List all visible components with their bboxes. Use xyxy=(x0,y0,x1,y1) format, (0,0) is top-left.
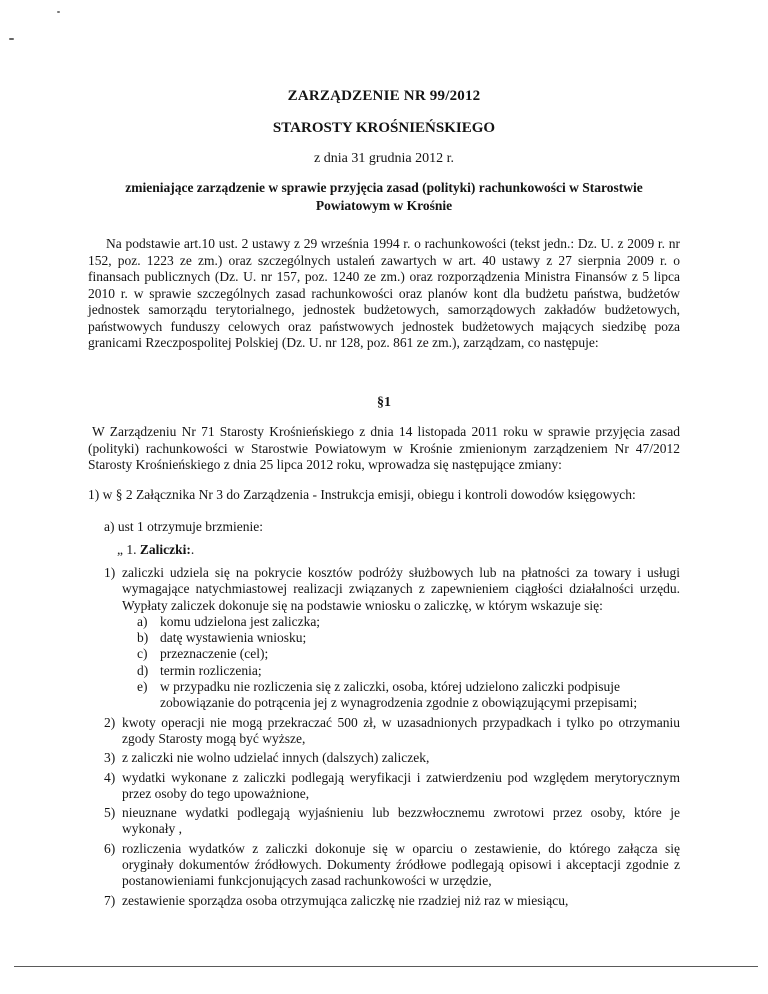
sub-item-letter: e) xyxy=(137,679,148,695)
document-title: ZARZĄDZENIE NR 99/2012 xyxy=(287,88,481,104)
list-item-number: 6) xyxy=(104,840,116,856)
quote-title: Zaliczki: xyxy=(139,542,191,557)
sub-item-text: komu udzielona jest zaliczka; xyxy=(160,613,321,629)
list-item-text: zestawienie sporządza osoba otrzymująca zaliczkę nie rzadziej niż raz w miesiącu, xyxy=(122,892,569,908)
quoted-heading xyxy=(117,542,194,558)
document-date: z dnia 31 grudnia 2012 r. xyxy=(314,151,454,166)
list-item-number: 1) xyxy=(104,565,116,580)
section-paragraph: W Zarządzeniu Nr 71 Starosty Krośnieńskiego z dnia 14 listopada 2011 roku w sprawie przyjęcia zasad (polityki) rachunkowości w Starostwie Powiatowym w Krośnie zmienionym zarządzeniem Nr 47/2012 Starosty Krośnieńskiego z dnia 25 lipca 2012 roku, wprowadza się następujące zmiany: xyxy=(88,424,680,472)
list-item-number: 7) xyxy=(104,892,116,908)
scan-speck xyxy=(57,11,60,13)
sub-list-item xyxy=(104,646,680,662)
scan-speck xyxy=(9,38,14,40)
legal-basis-paragraph: Na podstawie art.10 ust. 2 ustawy z 29 września 1994 r. o rachunkowości (tekst jedn.: Dz. U. z 2009 r. nr 152, poz. 1223 ze zm.) oraz szczególnych ustaleń zawartych w art. 40 ustawy z 27 sierpnia 2009 r. o finansach publicznych (Dz. U. nr 157, poz. 1240 ze zm.) oraz rozporządzenia Ministra Finansów z 5 lipca 2010 r. w sprawie szczególnych zasad rachunkowości oraz planów kont dla budżetu państwa, budżetów jednostek samorządu terytorialnego, jednostek budżetowych, samorządowych zakładów budżetowych, państwowych funduszy celowych oraz państwowych jednostek budżetowych mających siedzibę poza granicami Rzeczpospolitej Polskiej (Dz. U. nr 128, poz. 861 ze zm.), zarządzam, co następuje: xyxy=(88,236,680,350)
document-subject: zmieniające zarządzenie w sprawie przyjęcia zasad (polityki) rachunkowości w Starostwie Powiatowym w Krośnie xyxy=(125,180,643,213)
quote-dot: . xyxy=(190,542,195,557)
list-item-text: kwoty operacji nie mogą przekraczać 500 zł, w uzasadnionych przypadkach i tylko po otrzymaniu zgody Starosty mogą być wyższe, xyxy=(122,714,680,746)
list-item-text: zaliczki udziela się na pokrycie kosztów podróży służbowych lub na płatności za towary i usługi wymagające natychmiastowej realizacji związanych z zapewnieniem ciągłości działalności urzędu. Wypłaty zaliczek dokonuje się na podstawie wniosku o zaliczkę, w którym wskazuje się: xyxy=(122,565,680,613)
list-item xyxy=(104,805,680,838)
list-item xyxy=(104,770,680,803)
sub-list-item xyxy=(104,663,680,679)
list-item-text: z zaliczki nie wolno udzielać innych (dalszych) zaliczek, xyxy=(122,750,430,766)
quote-open: „ 1. xyxy=(117,542,140,557)
change-item: 1) w § 2 Załącznika Nr 3 do Zarządzenia - Instrukcja emisji, obiegu i kontroli dowodów księgowych: xyxy=(88,487,636,502)
sub-list-item xyxy=(104,630,680,646)
document-authority: STAROSTY KROŚNIEŃSKIEGO xyxy=(272,120,496,136)
sub-item-text: termin rozliczenia; xyxy=(160,662,262,678)
sub-item-text: datę wystawienia wniosku; xyxy=(160,630,307,646)
sub-item-letter: c) xyxy=(137,646,148,662)
sub-item-text: przeznaczenie (cel); xyxy=(160,646,269,662)
section-heading: §1 xyxy=(377,395,391,410)
list-item-text: rozliczenia wydatków z zaliczki dokonuje się w oparciu o zestawienie, do którego załącza się oryginały dokumentów źródłowych. Dokumenty źródłowe podlegają opisowi i akceptacji zgodnie z postanowieniami funkcjonujących zasad rachunkowości w urzędzie, xyxy=(122,840,680,889)
advance-rules-list xyxy=(104,565,680,909)
sub-item-text: w przypadku nie rozliczenia się z zaliczki, osoba, której udzielono zaliczki podpisuje zobowiązanie do potrącenia jej z wynagrodzenia zgodnie z obowiązującymi przepisami; xyxy=(160,679,638,711)
list-item-text: nieuznane wydatki podlegają wyjaśnieniu lub bezzwłocznemu zwrotowi przez osoby, które je wykonały , xyxy=(122,805,680,837)
list-item-number: 4) xyxy=(104,769,116,785)
change-point: a) ust 1 otrzymuje brzmienie: xyxy=(104,519,263,534)
sub-item-letter: a) xyxy=(137,613,148,629)
sub-list-item xyxy=(104,614,680,630)
list-item xyxy=(104,565,680,614)
list-item-number: 5) xyxy=(104,805,116,821)
list-item-number: 2) xyxy=(104,714,116,730)
sub-list-item xyxy=(104,679,680,712)
sub-item-letter: b) xyxy=(137,630,149,646)
sub-item-letter: d) xyxy=(137,662,149,678)
list-item xyxy=(104,893,680,909)
list-item xyxy=(104,715,680,748)
list-item-text: wydatki wykonane z zaliczki podlegają weryfikacji i zatwierdzeniu pod względem merytorycznym przez osoby do tego upoważnione, xyxy=(122,769,680,801)
page-bottom-rule xyxy=(14,966,758,967)
list-item-number: 3) xyxy=(104,750,116,766)
list-item xyxy=(104,750,680,766)
list-item xyxy=(104,841,680,890)
